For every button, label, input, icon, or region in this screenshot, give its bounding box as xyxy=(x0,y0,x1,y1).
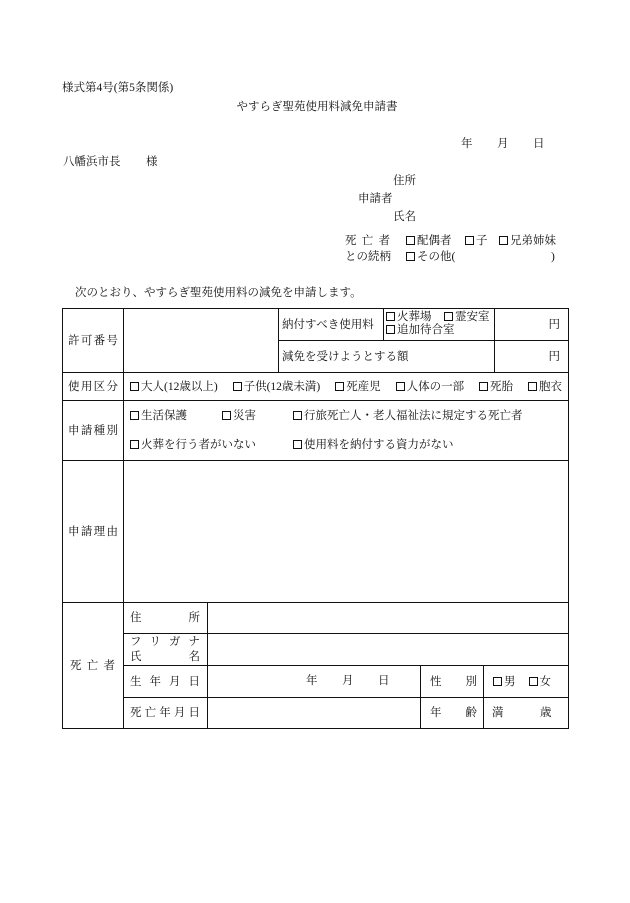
sex-option-label: 女 xyxy=(539,675,551,688)
fee-option-label: 霊安室 xyxy=(455,311,490,323)
usage-category-options xyxy=(124,373,569,401)
checkbox-other[interactable] xyxy=(406,252,415,261)
application-type-label: 申請種別 xyxy=(68,424,118,437)
usage-option-placenta[interactable] xyxy=(528,380,562,394)
checkbox-extra-waiting-room[interactable] xyxy=(386,325,395,334)
relation-option-label: 配偶者 xyxy=(417,235,452,247)
date-year-label: 年 xyxy=(461,138,473,150)
reduction-label: 減免を受けようとする額 xyxy=(282,350,409,363)
checkbox-unable-to-pay[interactable] xyxy=(293,440,302,449)
checkbox-child-usage[interactable] xyxy=(233,382,242,391)
application-type-unidentified-traveler[interactable] xyxy=(293,409,523,423)
reason-label-cell xyxy=(63,461,124,603)
usage-option-child[interactable] xyxy=(233,380,321,394)
deceased-death-date-label-cell xyxy=(124,698,208,729)
fee-label-cell xyxy=(279,309,384,341)
addressee-honorific: 様 xyxy=(146,156,158,168)
age-prefix: 満 xyxy=(492,707,504,719)
permit-number-field[interactable] xyxy=(124,309,279,373)
application-type-options xyxy=(124,401,569,461)
reason-field[interactable] xyxy=(124,461,569,603)
form-title: やすらぎ聖苑使用料減免申請書 xyxy=(236,101,398,113)
deceased-death-date-label: 死亡年月日 xyxy=(130,707,200,719)
relation-option-sibling[interactable] xyxy=(499,234,556,248)
form-number: 様式第4号(第5条関係) xyxy=(62,82,174,94)
usage-option-body-part[interactable] xyxy=(396,380,465,394)
applicant-address-label: 住所 xyxy=(393,175,416,187)
checkbox-placenta[interactable] xyxy=(528,382,537,391)
usage-category-label: 使用区分 xyxy=(68,380,118,393)
usage-option-label: 死産児 xyxy=(346,380,381,393)
checkbox-adult[interactable] xyxy=(130,382,139,391)
application-type-unable-to-pay[interactable] xyxy=(293,438,454,452)
deceased-age-field[interactable] xyxy=(484,698,569,729)
application-type-disaster[interactable] xyxy=(222,409,256,423)
application-type-option-label: 火葬を行う者がいない xyxy=(141,439,256,451)
deceased-age-label: 年 齢 xyxy=(430,707,477,719)
checkbox-unidentified-traveler[interactable] xyxy=(293,411,302,420)
deceased-birth-date-label-cell xyxy=(124,666,208,698)
fee-facility-options xyxy=(384,309,495,341)
deceased-label-cell xyxy=(63,603,124,729)
usage-category-label-cell xyxy=(63,373,124,401)
checkbox-no-cremation-party[interactable] xyxy=(130,440,139,449)
reason-label: 申請理由 xyxy=(68,525,118,538)
birth-month-unit: 月 xyxy=(342,675,354,687)
deceased-label: 死 亡 者 xyxy=(70,659,115,672)
fee-label: 納付すべき使用料 xyxy=(282,318,374,331)
checkbox-disaster[interactable] xyxy=(222,411,231,420)
deceased-furigana-label: フ リ ガ ナ xyxy=(130,635,200,648)
permit-number-label-cell xyxy=(63,309,124,373)
fee-option-label: 火葬場 xyxy=(397,311,432,323)
deceased-sex-options xyxy=(484,666,569,698)
usage-option-stillborn[interactable] xyxy=(335,380,381,394)
application-type-no-cremation-party[interactable] xyxy=(130,438,256,452)
usage-option-label: 子供(12歳未満) xyxy=(243,380,321,393)
relation-option-spouse[interactable] xyxy=(406,234,452,248)
checkbox-livelihood-protection[interactable] xyxy=(130,411,139,420)
usage-option-fetus[interactable] xyxy=(479,380,513,394)
usage-option-label: 大人(12歳以上) xyxy=(141,380,218,393)
birth-year-unit: 年 xyxy=(306,675,318,687)
checkbox-crematorium[interactable] xyxy=(386,312,395,321)
checkbox-body-part[interactable] xyxy=(396,382,405,391)
reduction-label-cell xyxy=(279,341,495,373)
reduction-yen-unit: 円 xyxy=(548,350,560,363)
usage-option-label: 胞衣 xyxy=(538,380,562,393)
application-type-option-label: 使用料を納付する資力がない xyxy=(304,439,454,451)
relation-other-label: その他( xyxy=(417,251,456,263)
deceased-sex-label-cell xyxy=(421,666,484,698)
fee-option-crematorium[interactable] xyxy=(386,311,432,324)
application-table xyxy=(62,308,569,729)
fee-option-mortuary[interactable] xyxy=(444,311,490,324)
relation-other-close-paren: ) xyxy=(551,251,555,263)
sex-option-label: 男 xyxy=(504,675,516,688)
fee-yen-unit: 円 xyxy=(548,318,560,331)
application-type-label-cell xyxy=(63,401,124,461)
intro-text: 次のとおり、やすらぎ聖苑使用料の減免を申請します。 xyxy=(75,287,362,299)
deceased-name-field[interactable] xyxy=(208,634,569,666)
relation-option-other[interactable] xyxy=(406,250,455,264)
relation-option-child[interactable] xyxy=(465,234,488,248)
addressee-name: 八幡浜市長 xyxy=(63,156,121,168)
deceased-address-field[interactable] xyxy=(208,603,569,634)
deceased-age-label-cell xyxy=(421,698,484,729)
usage-option-label: 死胎 xyxy=(490,380,514,393)
relation-option-label: 兄弟姉妹 xyxy=(510,235,556,247)
reduction-amount-field[interactable] xyxy=(495,341,569,373)
checkbox-sibling[interactable] xyxy=(499,236,508,245)
sex-option-female[interactable] xyxy=(529,675,552,689)
application-type-livelihood-protection[interactable] xyxy=(130,409,187,423)
age-suffix: 歳 xyxy=(540,707,552,719)
deceased-address-label-cell xyxy=(124,603,208,634)
deceased-birth-date-field[interactable] xyxy=(208,666,421,698)
relation-label-line1: 死 亡 者 xyxy=(345,235,390,247)
birth-day-unit: 日 xyxy=(378,675,390,687)
fee-option-label: 追加待合室 xyxy=(397,324,455,336)
application-type-option-label: 行旅死亡人・老人福祉法に規定する死亡者 xyxy=(304,410,523,422)
checkbox-stillborn[interactable] xyxy=(335,382,344,391)
application-type-option-label: 災害 xyxy=(233,410,256,422)
sex-option-male[interactable] xyxy=(493,675,516,689)
deceased-birth-date-label: 生 年 月 日 xyxy=(130,675,200,688)
usage-option-adult[interactable] xyxy=(130,380,218,394)
fee-option-extra-waiting-room[interactable] xyxy=(386,324,455,337)
checkbox-male[interactable] xyxy=(493,677,502,686)
fee-amount-field[interactable] xyxy=(495,309,569,341)
applicant-name-label: 氏名 xyxy=(393,211,416,223)
applicant-label: 申請者 xyxy=(358,193,393,205)
checkbox-mortuary[interactable] xyxy=(444,312,453,321)
date-day-label: 日 xyxy=(533,138,545,150)
permit-number-label: 許可番号 xyxy=(68,334,118,347)
checkbox-child[interactable] xyxy=(465,236,474,245)
deceased-death-date-field[interactable] xyxy=(208,698,421,729)
relation-label-line2: との続柄 xyxy=(345,251,391,263)
checkbox-female[interactable] xyxy=(529,677,538,686)
usage-option-label: 人体の一部 xyxy=(406,380,465,393)
deceased-sex-label: 性 別 xyxy=(430,675,477,688)
relation-option-label: 子 xyxy=(476,235,488,247)
deceased-name-label: 氏 名 xyxy=(130,650,200,663)
date-month-label: 月 xyxy=(497,138,509,150)
checkbox-fetus[interactable] xyxy=(479,382,488,391)
deceased-name-label-cell xyxy=(124,634,208,666)
application-type-option-label: 生活保護 xyxy=(141,410,187,422)
checkbox-spouse[interactable] xyxy=(406,236,415,245)
deceased-address-label: 住 所 xyxy=(130,612,200,624)
